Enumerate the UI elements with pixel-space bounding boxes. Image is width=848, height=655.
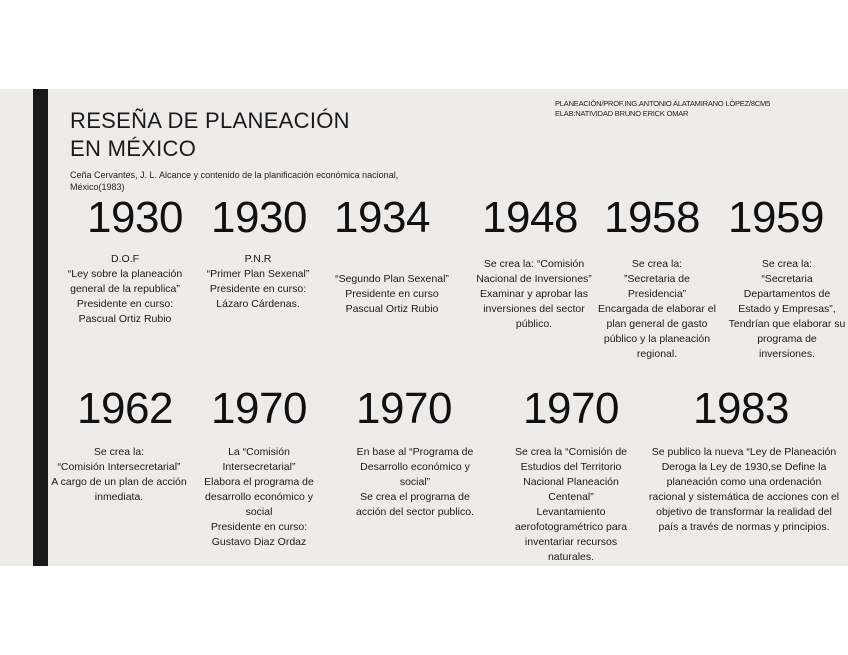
title-line-1: RESEÑA DE PLANEACIÓN [70,108,350,133]
timeline-description: “Segundo Plan Sexenal” Presidente en curso Pascual Ortiz Rubio [335,273,449,315]
timeline-description: La “Comisión Intersecretarial” Elabora el programa de desarrollo económico y social Presidente en curso: Gustavo Diaz Ordaz [204,446,314,548]
timeline-year: 1948 [482,193,578,242]
timeline-description: Se crea la: “Secretaria Departamentos de Estado y Empresas”, Tendrían que elaborar su programa de inversiones. [728,258,846,360]
credit-line-2: ELAB:NATIVIDAD BRUNO ERICK OMAR [555,109,689,118]
timeline-year: 1970 [523,384,619,433]
timeline-description: D.O.F “Ley sobre la planeación general de la republica” Presidente en curso: Pascual Ortiz Rubio [67,253,183,325]
timeline-description: Se crea la “Comisión de Estudios del Territorio Nacional Planeación Centenal” Levantamiento aerofotogramétrico para inventariar recursos naturales. [514,446,628,563]
credit-line-1: PLANEACIÓN/PROF.ING.ANTONIO ALATAMIRANO LÓPEZ/8CM5 [555,99,771,108]
citation: Ceña Cervantes, J. L. Alcance y contenido de la planificación económica nacional, México(1983) [70,170,399,192]
timeline-year: 1930 [87,193,183,242]
timeline-year: 1983 [693,384,789,433]
slide [0,89,848,566]
timeline-year: 1959 [728,193,824,242]
timeline-year: 1962 [77,384,173,433]
timeline-year: 1934 [334,193,430,242]
timeline-year: 1958 [604,193,700,242]
timeline-description: Se crea la: ”Secretaria de Presidencia” Encargada de elaborar el plan general de gasto público y la planeación regional. [598,258,716,360]
timeline-year: 1970 [211,384,307,433]
timeline-description: Se crea la: “Comisión Intersecretarial” A cargo de un plan de acción inmediata. [51,446,187,503]
timeline-description: En base al “Programa de Desarrollo económico y social” Se crea el programa de acción del sector publico. [356,446,474,518]
title-line-2: EN MÉXICO [70,136,197,161]
page-title [70,107,370,163]
timeline-description: Se crea la: “Comisión Nacional de Inversiones” Examinar y aprobar las inversiones del sector público. [476,258,592,330]
timeline-description: Se publico la nueva “Ley de Planeación Deroga la Ley de 1930,se Define la planeación como una ordenación racional y sistemática de acciones con el objetivo de transformar la realidad del país a través de normas y principios. [648,446,840,533]
credits [555,99,835,119]
timeline-description: P.N.R “Primer Plan Sexenal” Presidente en curso: Lázaro Cárdenas. [206,253,310,310]
accent-bar [33,89,48,566]
timeline-year: 1970 [356,384,452,433]
timeline-year: 1930 [211,193,307,242]
